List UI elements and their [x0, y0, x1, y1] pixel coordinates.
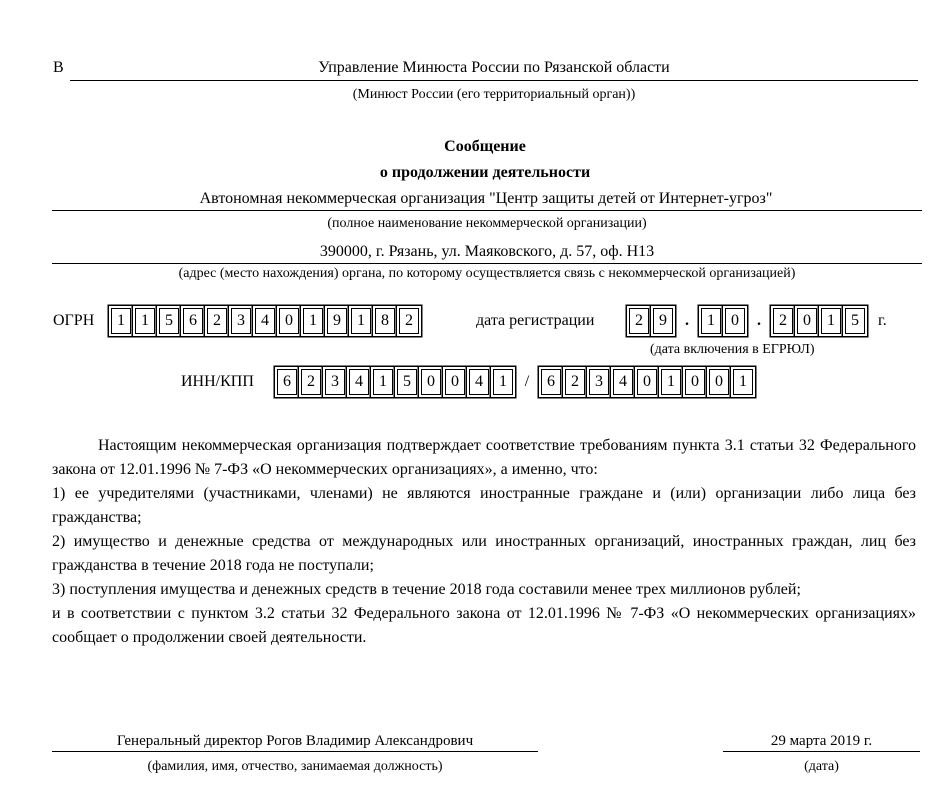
reg-year-cell: 5	[846, 309, 864, 333]
reg-date-label: дата регистрации	[476, 312, 595, 329]
inn-digit-cell: 4	[470, 370, 488, 394]
kpp-digit-cell: 4	[614, 370, 632, 394]
inn-digit-cell: 0	[422, 370, 440, 394]
signatory-caption: (фамилия, имя, отчество, занимаемая должность)	[147, 759, 443, 774]
signature-date-caption: (дата)	[804, 759, 839, 774]
reg-month-cell: 0	[726, 309, 744, 333]
reg-month-cell: 1	[702, 309, 720, 333]
date-dot: .	[685, 312, 689, 329]
reg-year-cell: 1	[822, 309, 840, 333]
reg-day-cell: 2	[630, 309, 648, 333]
header-prefix: В	[53, 59, 64, 76]
org-name-underline	[52, 210, 922, 211]
org-name: Автономная некоммерческая организация "Центр защиты детей от Интернет-угроз"	[199, 190, 773, 207]
kpp-digit-cell: 0	[686, 370, 704, 394]
signatory-underline	[52, 751, 538, 752]
signature-date: 29 марта 2019 г.	[770, 733, 873, 749]
ogrn-digit-cell: 2	[400, 309, 418, 333]
ogrn-digit-cell: 3	[232, 309, 250, 333]
ogrn-digit-cell: 1	[112, 309, 130, 333]
inn-digit-cell: 2	[302, 370, 320, 394]
paragraph-3: 2) имущество и денежные средства от международных или иностранных организаций, иностранных граждан, лиц без гражданства в течение 2018 года не поступали;	[52, 533, 916, 574]
paragraph-1: Настоящим некоммерческая организация подтверждает соответствие требованиям пункта 3.1 статьи 32 Федерального закона от 12.01.1996 № 7-ФЗ «О некоммерческих организациях», а именно, что:	[52, 437, 916, 478]
ogrn-digit-cell: 1	[136, 309, 154, 333]
kpp-digit-cell: 6	[542, 370, 560, 394]
document-subtitle: о продолжении деятельности	[379, 164, 591, 181]
inn-digit-cell: 1	[374, 370, 392, 394]
org-name-caption: (полное наименование некоммерческой организации)	[327, 216, 647, 231]
authority-underline	[70, 80, 918, 81]
kpp-digit-cell: 0	[638, 370, 656, 394]
date-dot: .	[757, 312, 761, 329]
kpp-digit-cell: 2	[566, 370, 584, 394]
reg-day-cell: 9	[654, 309, 672, 333]
inn-kpp-cells	[278, 370, 758, 394]
inn-digit-cell: 3	[326, 370, 344, 394]
org-address-underline	[52, 263, 922, 264]
org-address-caption: (адрес (место нахождения) органа, по которому осуществляется связь с некоммерческой организацией)	[178, 266, 796, 281]
ogrn-digit-cell: 9	[328, 309, 346, 333]
ogrn-digit-cell: 2	[208, 309, 226, 333]
ogrn-digit-cell: 0	[280, 309, 298, 333]
org-address: 390000, г. Рязань, ул. Маяковского, д. 57, оф. Н13	[319, 243, 655, 260]
inn-digit-cell: 1	[494, 370, 512, 394]
kpp-digit-cell: 3	[590, 370, 608, 394]
reg-year-cell: 0	[798, 309, 816, 333]
signatory: Генеральный директор Рогов Владимир Александрович	[116, 733, 474, 749]
ogrn-digit-cell: 5	[160, 309, 178, 333]
inn-digit-cell: 4	[350, 370, 368, 394]
signature-date-underline	[723, 751, 920, 752]
document-title: Сообщение	[444, 138, 526, 155]
kpp-digit-cell: 1	[734, 370, 752, 394]
ogrn-digit-cell: 4	[256, 309, 274, 333]
ogrn-digit-cell: 1	[304, 309, 322, 333]
inn-kpp-label: ИНН/КПП	[181, 373, 254, 390]
inn-digit-cell: 6	[278, 370, 296, 394]
paragraph-5: и в соответствии с пунктом 3.2 статьи 32 Федерального закона от 12.01.1996 № 7-ФЗ «О некоммерческих организациях» сообщает о продолжении своей деятельности.	[52, 605, 916, 646]
ogrn-digit-cell: 8	[376, 309, 394, 333]
paragraph-4: 3) поступления имущества и денежных средств в течение 2018 года составили менее трех миллионов рублей;	[52, 581, 801, 598]
paragraph-2: 1) ее учредителями (участниками, членами) не являются иностранные граждане и (или) организации либо лица без гражданства;	[52, 485, 916, 526]
body-text	[52, 434, 916, 650]
ogrn-cells	[112, 309, 424, 333]
inn-kpp-slash: /	[524, 373, 530, 390]
ogrn-digit-cell: 6	[184, 309, 202, 333]
reg-date-caption: (дата включения в ЕГРЮЛ)	[650, 342, 815, 357]
reg-date-cells	[630, 309, 870, 333]
authority-caption: (Минюст России (его территориальный орган))	[352, 87, 636, 102]
kpp-digit-cell: 1	[662, 370, 680, 394]
ogrn-digit-cell: 1	[352, 309, 370, 333]
ogrn-label: ОГРН	[53, 312, 95, 329]
year-suffix: г.	[878, 312, 887, 329]
inn-digit-cell: 0	[446, 370, 464, 394]
inn-digit-cell: 5	[398, 370, 416, 394]
authority-name: Управление Минюста России по Рязанской области	[318, 59, 670, 76]
kpp-digit-cell: 0	[710, 370, 728, 394]
reg-year-cell: 2	[774, 309, 792, 333]
